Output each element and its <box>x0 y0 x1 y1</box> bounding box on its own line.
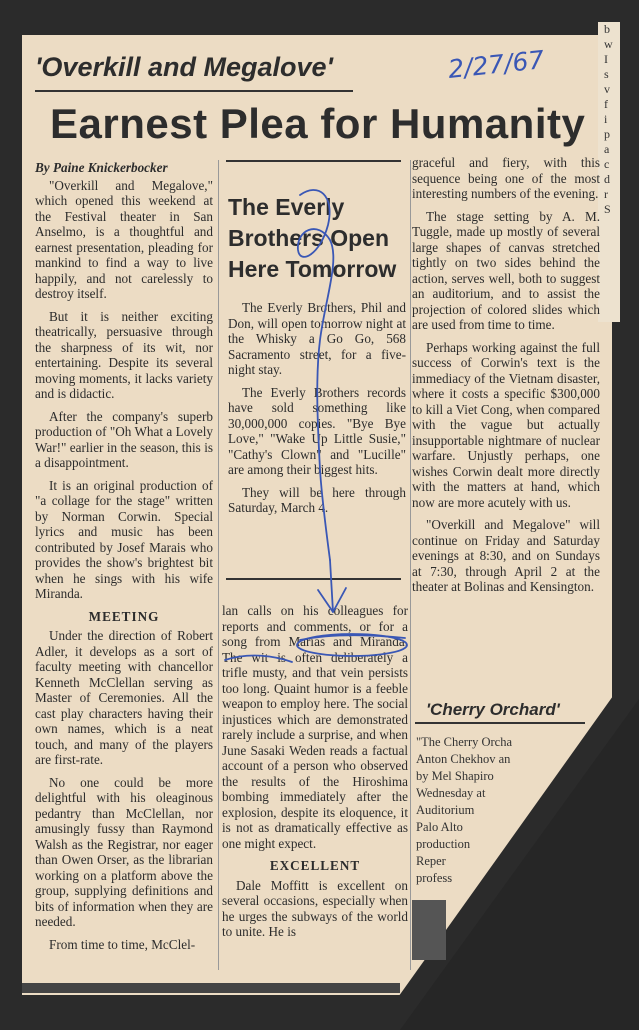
paragraph: They will be here through Saturday, March 4. <box>228 484 406 515</box>
pen-circle <box>297 634 407 656</box>
edge-letter: S <box>604 202 611 216</box>
paragraph: "Overkill and Megalove" will continue on Friday and Saturday evenings at 8:30, and on Sundays at 7:30, through April 2 at the theater at Bolinas and Kensington. <box>412 517 600 594</box>
box-headline: The Everly Brothers Open Here Tomorrow <box>228 194 397 282</box>
paragraph: The stage setting by A. M. Tuggle, made up mostly of several large shapes of canvas stretched tightly on two sides behind the action, serves well, both to suggest an auditorium, and to assist the projection of colored slides which are used from time to time. <box>412 208 600 332</box>
cherry-line: Anton Chekhov an <box>416 752 511 766</box>
cherry-line: Wednesday at <box>416 786 486 800</box>
paragraph: But it is neither exciting theatrically, persuasive through the sharpness of its wit, nor entertaining. Despite its several moving moments, it lacks variety and is didactic. <box>35 308 213 401</box>
paragraph: "Overkill and Megalove," which opened this weekend at the Festival theater in San Anselmo, is a thoughtful and earnest presentation, pleading for mankind to find a way to live happily, and not carelessly to destroy itself. <box>35 177 213 301</box>
paragraph: From time to time, McClel- <box>49 936 196 952</box>
edge-letter: p <box>604 127 610 141</box>
edge-letter: f <box>604 97 608 111</box>
edge-letter: b <box>604 22 610 36</box>
edge-letter: a <box>604 142 610 156</box>
edge-letter: i <box>604 112 608 126</box>
cherry-line: Auditorium <box>416 803 475 817</box>
cherry-line: Palo Alto <box>416 820 463 834</box>
edge-letter: v <box>604 82 610 96</box>
edge-letter: d <box>604 172 610 186</box>
edge-letter: c <box>604 157 610 171</box>
cherry-orchard-headline: 'Cherry Orchard' <box>426 700 560 719</box>
paragraph: Dale Moffitt is excellent on several occasions, especially when he urges the subways of the world to unite. He is <box>222 877 408 939</box>
paragraph: Perhaps working against the full success of Corwin's text is the immediacy of the Vietnam disaster, where it costs a specific $300,000 to kill a Viet Cong, when compared with the vague but actually insupportable nightmare of nuclear warfare. Unjustly perhaps, one wishes Corwin dealt more directly with the matters at hand, which now are more acutely with us. <box>412 339 600 510</box>
headline: Earnest Plea for Humanity <box>50 100 586 147</box>
handwritten-date: 2/27/67 <box>446 45 546 84</box>
cherry-line: production <box>416 837 471 851</box>
paragraph: Under the direction of Robert Adler, it develops as a sort of faculty meeting with chancellor Kenneth McClellan serving as Master of Ceremonies. All the cast play characters having their own names, which is a neat touch, and many of the players are first-rate. <box>35 628 213 767</box>
edge-letter: s <box>604 67 609 81</box>
paragraph: The Everly Brothers records have sold something like 30,000,000 copies. "Bye Bye Love," "Wake Up Little Susie," "Cathy's Clown" and "Lucille" are among their biggest hits. <box>228 384 406 477</box>
paragraph: After the company's superb production of "Oh What a Lovely War!" earlier in the season, this is a disappointment. <box>35 408 213 470</box>
pen-underline <box>225 635 405 662</box>
cherry-line: by Mel Shapiro <box>416 769 494 783</box>
subhead-excellent: EXCELLENT <box>269 858 361 873</box>
edge-letter: w <box>604 37 613 51</box>
cherry-line: profess <box>416 871 453 885</box>
pen-scribble <box>298 190 333 560</box>
paragraph: No one could be more delightful with his oleaginous pedantry than McClellan, nor amusingly fussy than Raymond Walsh as the Registrar, nor eager than Owen Orser, as the librarian working on a platform above the group, supplying definitions and bits of information when they are needed. <box>35 774 213 929</box>
cherry-line: Reper <box>416 854 446 868</box>
paragraph: It is an original production of "a collage for the stage" written by Norman Corwin. Special lyrics and music has been contributed by Josef Marais who provides the show's brightest bit when he sings with his wife Miranda. <box>35 477 213 601</box>
paragraph: lan calls on his colleagues for reports and comments, or for a song from Marias and Miranda. The wit is often deliberately a trifle musty, and that vein persists too long. Quaint humor is a feeble weapon to employ here. The social injustices which are demonstrated rarely include a surprise, and when June Sasaki Weden reads a factual account of a person who observed the results of the Hiroshima bombing immediately after the explosion, despite its eloquence, it is not as dramatically effective as one might expect. <box>222 603 408 851</box>
pen-arrow-shaft <box>330 560 333 612</box>
subhead-meeting: MEETING <box>88 608 160 624</box>
byline: By Paine Knickerbocker <box>35 160 168 175</box>
paragraph: graceful and fiery, with this sequence being one of the most interesting numbers of the evening. <box>412 155 600 201</box>
edge-letter: I <box>604 52 608 66</box>
cherry-line: "The Cherry Orcha <box>416 735 513 749</box>
kicker-title: 'Overkill and Megalove' <box>35 52 333 82</box>
edge-letter: r <box>604 187 608 201</box>
paragraph: The Everly Brothers, Phil and Don, will open tomorrow night at the Whisky a Go Go, 568 Sacramento street, for a five-night stay. <box>228 300 406 377</box>
